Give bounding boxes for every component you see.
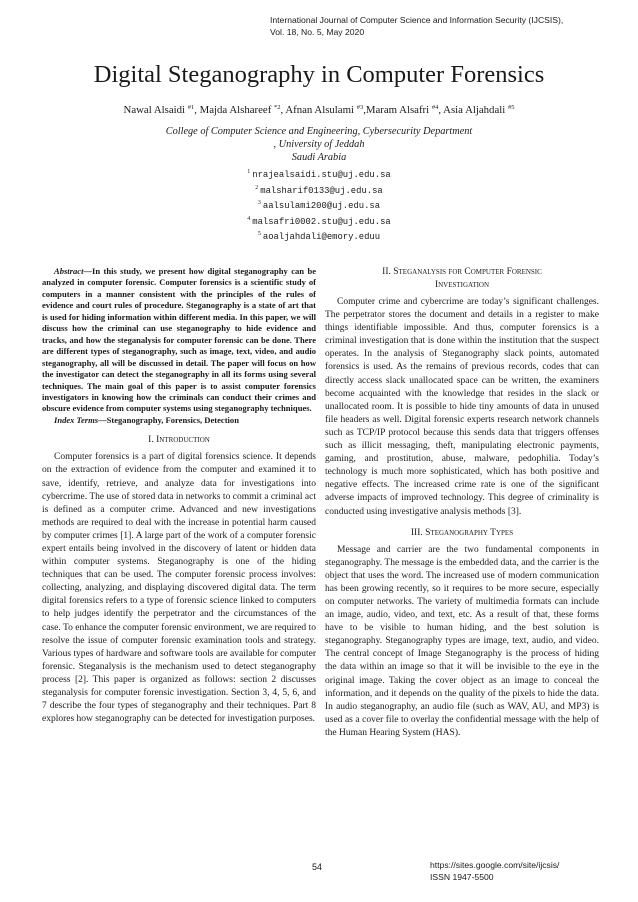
author-name: Asia Aljahdali bbox=[443, 104, 506, 116]
author-name: Majda Alshareef bbox=[199, 104, 272, 116]
journal-name: International Journal of Computer Science and Information Security (IJCSIS), bbox=[270, 15, 564, 25]
author-separator: , bbox=[194, 104, 200, 116]
email-item bbox=[0, 166, 638, 182]
email-item bbox=[0, 213, 638, 229]
footer-info bbox=[430, 860, 559, 883]
paper-title: Digital Steganography in Computer Forensics bbox=[93, 61, 545, 88]
email-address[interactable]: malsafri0002.stu@uj.edu.sa bbox=[252, 216, 391, 227]
email-index: 3 bbox=[257, 200, 261, 207]
author-separator: , bbox=[280, 104, 286, 116]
affiliation-department: College of Computer Science and Engineering, Cybersecurity Department bbox=[165, 126, 473, 137]
section-heading-types: III. Steganography Types bbox=[410, 527, 514, 538]
email-item bbox=[0, 197, 638, 213]
email-item bbox=[0, 182, 638, 198]
affiliation-country: Saudi Arabia bbox=[291, 152, 347, 163]
author-name: Nawal Alsaidi bbox=[123, 104, 186, 116]
footer-issn: ISSN 1947-5500 bbox=[430, 871, 494, 882]
section-heading-introduction: I. Introduction bbox=[148, 435, 210, 446]
right-column bbox=[325, 266, 599, 740]
abstract-label: Abstract bbox=[54, 266, 84, 276]
index-terms-text: —Steganography, Forensics, Detection bbox=[98, 414, 239, 425]
author-separator: , bbox=[438, 104, 444, 116]
abstract bbox=[42, 266, 316, 415]
author-mark: #1 bbox=[187, 104, 195, 111]
email-address[interactable]: aalsulami200@uj.edu.sa bbox=[262, 201, 381, 212]
email-index: 5 bbox=[257, 231, 261, 238]
abstract-text: —In this study, we present how digital steganography can be analyzed in computer forensic. Computer forensics is a scientific study of computers in a manner consistent with the principles of the rules of evidence and court rules of procedure. Steganography is a state of art that is used for hiding information within different media. In this paper, we will discuss how the criminal can use steganography to hide evidence and tracks, and how the steganalysis for computer forensic can be done. There are different types of steganography, such as image, text, video, and audio steganography, all will be discussed in detail. The paper will focus on how the investigator can detect the steganography in all its forms using several techniques. The main goal of this paper is to assist computer forensics investigators in knowing how the criminals can conduct their crimes and obscure evidence from computer systems using steganography techniques. bbox=[42, 266, 316, 414]
index-terms-label: Index Terms bbox=[54, 414, 99, 425]
author-mark: *2 bbox=[274, 104, 281, 111]
steganalysis-paragraph: Computer crime and cybercrime are today’s significant challenges. The perpetrator stores the document and details in a register to make things identifiable impossible. And thus, computer forensics is a criminal investigation that is done within the institution that the suspect operates. In the analysis of Steganography slack points, automated forensics is used. As the remains of previous records, codes that can directly access slack unallocated space can be written, the examiners become acquainted with the knowledge that resides in the slack or unallocated room. It is possible to hide tiny amounts of data in unused file headers as well. Digital forensic experts research network channels such as TCP/IP protocol because this sends data that triggers offenses such as illicit messaging, theft, manipulating electronic payments, gaming, and prostitution, abuse, malware, pedophilia. Today’s technology is much more sophisticated, which has both positive and negative effects. The increased crime rate is one of the significant adverse impacts of improved technology. This degree of criminality is conducted using investigative analysis methods [3]. bbox=[325, 297, 599, 517]
page-number: 54 bbox=[312, 862, 323, 872]
author-mark: #3 bbox=[356, 104, 364, 111]
left-column bbox=[42, 266, 316, 726]
email-item bbox=[0, 228, 638, 244]
section-heading-line: Investigation bbox=[434, 280, 490, 290]
journal-header bbox=[270, 14, 620, 38]
email-index: 1 bbox=[247, 169, 251, 175]
author-list bbox=[0, 101, 638, 117]
section-heading-steganalysis bbox=[325, 266, 599, 292]
introduction-paragraph: Computer forensics is a part of digital forensics science. It depends on the extraction of evidence from the computer and examined it to save, identify, retrieve, and analyze data for investigations into cybercrime. The use of stored data in networks to commit a criminal act is defined as a computer crime. Advanced and new investigations methods are required to deal with the increase in potential harm caused by computer crimes [1]. A large part of the work of a computer forensic expert entails being involved in the discovery of latent or hidden data within computer systems. Steganography is one of the hiding techniques that can be used. The computer forensic process involves: collecting, analyzing, and displaying discovered digital data. The term digital forensics refers to a type of forensic science linked to computers to help judges identify the perpetrator and the circumstances of the case. To enhance the computer forensic environment, we are required to resolve the issue of computer forensic examination tools and strategy. Various types of hardware and software tools are available for computer forensic. Steganalysis is the mechanism used to detect steganography process [2]. This paper is organized as follows: section 2 discusses steganalysis for computer forensic investigation. Section 3, 4, 5, 6, and 7 describe the four types of steganography and their techniques. Part 8 explores how steganography can be detected for investigation purposes. bbox=[42, 452, 316, 725]
footer-url[interactable]: https://sites.google.com/site/ijcsis/ bbox=[430, 860, 560, 870]
author-mark: #4 bbox=[431, 104, 439, 111]
email-index: 4 bbox=[247, 215, 251, 222]
author-name: Maram Alsafri bbox=[365, 104, 430, 116]
types-paragraph: Message and carrier are the two fundamental components in steganography. The message is the embedded data, and the carrier is the object that uses the word. The increased use of modern communication has been growing recently, so it requires to be more secure, especially on computer networks. The variety of multimedia formats can include an image, audio, video, and text, etc. As a result of that, these forms have to be visible to human hiding, and the best solution is steganography. Steganography types are image, text, audio, and video. The central concept of Image Steganography is the process of hiding the data within an image so that it will be invisible to the eye in the original image. Taking the cover object as an image to conceal the information, and it depends on the quality of the pixels to hide the data. In audio steganography, an audio file (such as WAV, AU, and MP3) is used as a cover file to overlay the confidential message with the help of the Human Hearing System (HAS). bbox=[325, 544, 599, 738]
affiliation-university: , University of Jeddah bbox=[273, 139, 365, 150]
author-separator: , bbox=[363, 104, 366, 116]
author-name: Afnan Alsulami bbox=[285, 104, 354, 116]
email-index: 2 bbox=[255, 184, 259, 191]
email-list bbox=[0, 166, 638, 244]
author-mark: #5 bbox=[507, 104, 515, 111]
index-terms bbox=[42, 415, 316, 426]
email-address[interactable]: aoaljahdali@emory.eduu bbox=[262, 232, 381, 243]
journal-volume: Vol. 18, No. 5, May 2020 bbox=[270, 27, 365, 37]
section-heading-line: II. Steganalysis for Computer Forensic bbox=[382, 267, 542, 277]
email-address[interactable]: malsharif0133@uj.edu.sa bbox=[260, 185, 383, 196]
email-address[interactable]: nrajealsaidi.stu@uj.edu.sa bbox=[252, 170, 391, 180]
